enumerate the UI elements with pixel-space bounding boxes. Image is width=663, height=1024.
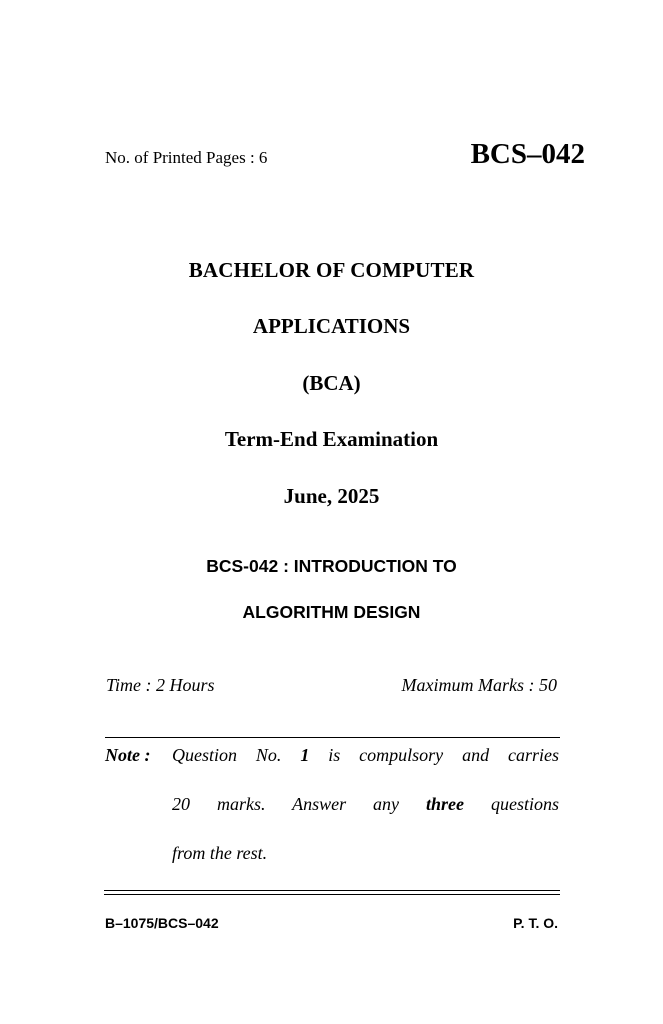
footer-paper-code: B–1075/BCS–042 bbox=[105, 915, 219, 931]
exam-time: Time : 2 Hours bbox=[106, 675, 215, 695]
title-line-2: APPLICATIONS bbox=[252, 314, 411, 338]
note-line-2 bbox=[172, 794, 559, 815]
course-title-line-2: ALGORITHM DESIGN bbox=[242, 602, 421, 622]
question-number: 1 bbox=[300, 745, 310, 765]
note-emphasis: three bbox=[426, 794, 465, 814]
course-title-line-1: BCS-042 : INTRODUCTION TO bbox=[206, 556, 457, 576]
note-text: Question No. bbox=[172, 745, 282, 765]
exam-type: Term-End Examination bbox=[224, 427, 439, 451]
note-line-1 bbox=[172, 745, 559, 766]
course-code-header: BCS–042 bbox=[470, 138, 585, 170]
note-text: questions bbox=[491, 794, 560, 814]
title-line-3: (BCA) bbox=[302, 371, 361, 395]
exam-date: June, 2025 bbox=[283, 484, 380, 508]
maximum-marks: Maximum Marks : 50 bbox=[401, 675, 557, 695]
note-text: 20 marks. Answer any bbox=[172, 794, 400, 814]
divider-line bbox=[105, 737, 560, 738]
note-line-3: from the rest. bbox=[172, 843, 268, 863]
title-line-1: BACHELOR OF COMPUTER bbox=[188, 258, 475, 282]
note-label: Note : bbox=[105, 745, 151, 765]
footer-pto: P. T. O. bbox=[513, 915, 558, 931]
double-divider-line bbox=[104, 890, 560, 895]
note-text: is compulsory and carries bbox=[328, 745, 559, 765]
printed-pages: No. of Printed Pages : 6 bbox=[105, 148, 268, 167]
